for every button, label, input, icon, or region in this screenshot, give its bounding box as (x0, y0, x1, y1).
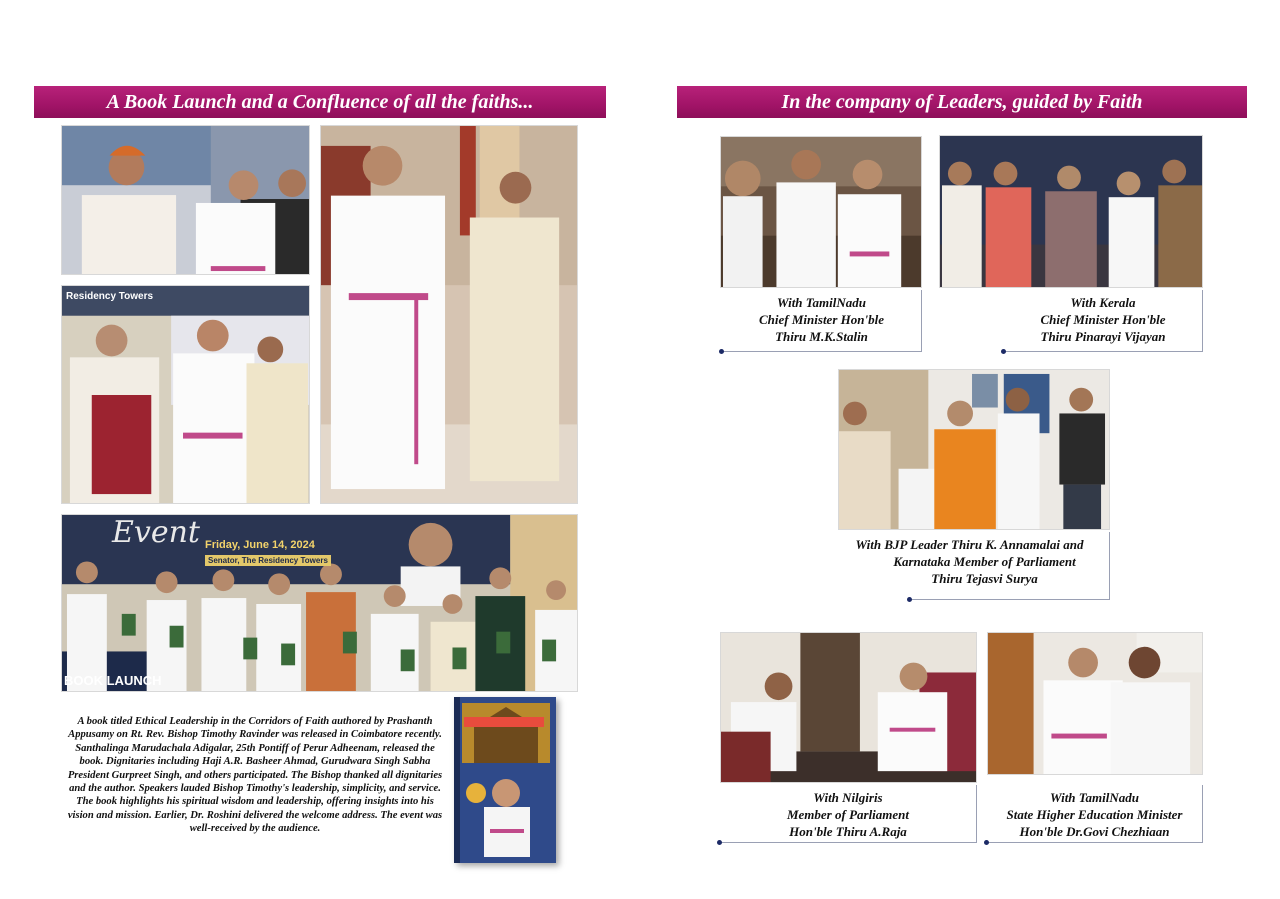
caption-line: Member of Parliament (786, 807, 910, 822)
book-launch-podium: BOOK LAUNCH (64, 673, 162, 688)
caption-line: With Kerala (1070, 295, 1136, 310)
book-cover-image (454, 697, 556, 863)
caption-line: Hon'ble Thiru A.Raja (789, 824, 907, 839)
caption-line: Thiru Tejasvi Surya (931, 571, 1038, 586)
photo-with-pinarayi (939, 135, 1203, 288)
caption-line: With TamilNadu (777, 295, 866, 310)
caption-annamalai (855, 532, 1110, 600)
caption-line: Hon'ble Dr.Govi Chezhiaan (1019, 824, 1170, 839)
photo-group-book-release (61, 514, 578, 692)
right-page-banner: In the company of Leaders, guided by Faith (677, 86, 1247, 118)
caption-line: Thiru M.K.Stalin (775, 329, 868, 344)
caption-line: With Nilgiris (813, 790, 883, 805)
caption-stalin (722, 290, 922, 352)
event-script-word: Event (112, 515, 200, 550)
caption-line: Thiru Pinarayi Vijayan (1040, 329, 1166, 344)
left-page-banner: A Book Launch and a Confluence of all the faiths... (34, 86, 606, 118)
photo-bishop-with-haji (61, 285, 310, 504)
caption-line: Chief Minister Hon'ble (759, 312, 884, 327)
caption-line: With TamilNadu (1050, 790, 1139, 805)
caption-govi-chezhiaan (987, 785, 1203, 843)
photo-with-annamalai (838, 369, 1110, 530)
residency-towers-sign: Residency Towers (66, 291, 154, 302)
event-date: Friday, June 14, 2024 (205, 539, 315, 551)
caption-line: Chief Minister Hon'ble (1040, 312, 1166, 327)
caption-line: With BJP Leader Thiru K. Annamalai and (855, 537, 1084, 552)
caption-raja (720, 785, 977, 843)
photo-with-raja (720, 632, 977, 783)
caption-line: Karnataka Member of Parliament (893, 554, 1076, 569)
photo-greeting-swami (61, 125, 310, 275)
photo-with-stalin (720, 136, 922, 288)
caption-pinarayi (1004, 290, 1203, 352)
book-launch-story: A book titled Ethical Leadership in the Corridors of Faith authored by Prashanth Appusamy on Rt. Rev. Bishop Timothy Ravinder was released in Coimbatore recently. Santhalinga Marudachala Adigalar, 25th Pontiff of Perur Adheenam, released the book. Dignitaries including Haji A.R. Basheer Ahmad, Gurudwara Singh Sabha President Gurpreet Singh, and others participated. The Bishop thanked all dignitaries and the author. Speakers lauded Bishop Timothy's leadership, simplicity, and service. The book highlights his spiritual wisdom and leadership, offering insights into his vision and mission. Earlier, Dr. Roshini delivered the welcome address. The event was well-received by the audience. (67, 716, 443, 835)
caption-line: State Higher Education Minister (1006, 807, 1183, 822)
event-venue: Senator, The Residency Towers (205, 555, 331, 566)
photo-with-govi-chezhiaan (987, 632, 1203, 775)
photo-bishop-standing (320, 125, 578, 504)
